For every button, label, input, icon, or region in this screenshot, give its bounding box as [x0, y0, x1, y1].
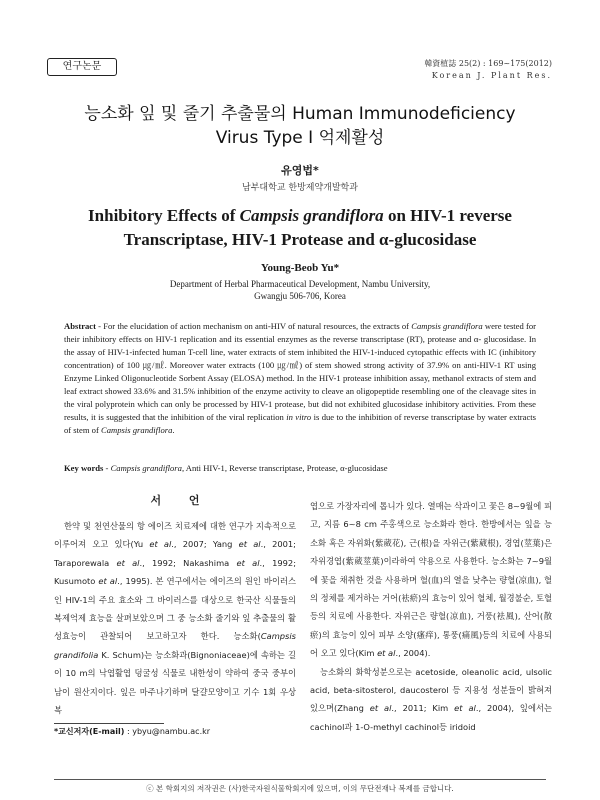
- section-heading-introduction: 서 언: [150, 494, 212, 507]
- author-korean: 유영법*: [281, 164, 319, 177]
- title-english-line2: Transcriptase, HIV-1 Protease and α-glucosidase: [123, 230, 477, 249]
- title-korean-line1: 능소화 잎 및 줄기 추출물의 Human Immunodeficiency: [84, 104, 516, 124]
- journal-citation: 韓資植誌 25(2) : 169~175(2012): [424, 59, 552, 68]
- title-english-line1: Inhibitory Effects of Campsis grandiflora on HIV-1 reverse: [88, 206, 512, 225]
- affiliation-korean: 남부대학교 한방제약개발학과: [242, 183, 358, 193]
- title-english: [40, 204, 560, 252]
- intro-paragraph-1-cont: 엽으로 가장자리에 톱니가 있다. 열매는 삭과이고 꽃은 8~9월에 피고, 지름 6~8 cm 주홍색으로 능소화라 한다. 한방에서는 잎을 능소화 혹은 자위화(紫葳花), 근(根)을 자위근(紫葳根), 경엽(莖葉)은 자위경엽(紫葳莖葉)이라하여 약용으로 사용한다. 능소화는 7~9월에 꽃을 채취한 것을 사용하며 혈(血)의 열을 낮추는 량혈(凉血), 혈의 정체를 제거하는 거어(袪瘀)의 효능이 있어 혈체, 월경불순, 토혈 등의 치료에 사용한다. 자위근은 량혈(凉血), 거풍(袪風), 산어(散瘀)의 효능이 있어 피부 소양(瘙痒), 통풍(痛風)등의 치료에 사용되어 오고 있다(Kim et al., 2004).: [310, 501, 552, 659]
- species-name: Campsis grandiflora: [239, 206, 384, 225]
- journal-info: [402, 58, 552, 82]
- author-english: Young-Beob Yu*: [260, 262, 340, 274]
- article-type-tag: 연구논문: [47, 58, 117, 76]
- abstract-label: Abstract: [64, 321, 96, 331]
- journal-name: Korean J. Plant Res.: [431, 71, 552, 80]
- copyright-notice: ⓒ 본 학회지의 저작권은 (사)한국자원식물학회지에 있으며, 이의 무단전재나 복제를 금합니다.: [146, 784, 454, 793]
- body-column-left: [54, 493, 296, 719]
- keywords: Key words - Campsis grandiflora, Anti HIV-1, Reverse transcriptase, Protease, α-glucosidase: [64, 463, 388, 473]
- abstract: Abstract - For the elucidation of action mechanism on anti-HIV of natural resources, the extracts of Campsis grandiflora were tested for their inhibitory effects on HIV-1 replication and its essential enzymes as the reverse transcriptase (RT), protease and α- glucosidase. In the assay of HIV-1-infected human T-cell line, water extracts of stem inhibited the HIV-1-induced cytopathic effects with IC (inhibitory concentration) of 100 ㎍/㎖. Moreover water extracts (100 ㎍/㎖) of stem showed strong activity of 37.9% on anti-HIV-1 RT using Enzyme Linked Oligonucleotide Sorbent Assay (ELOSA) method. In the HIV-1 protease inhibition assay, methanol extracts of stem and leaf extract showed 33.6% and 31.5% inhibition of the enzyme activity to cleave an oligopeptide resembling one of the cleavage sites in the viral polyprotein which can only be processed by HIV-1 protease, but did not exhibited glucosidase inhibitory activities. From these results, it is suggested that the inhibition of the viral replication in vitro is due to the inhibition of reverse transcriptase by water extracts of stem of Campsis grandiflora.: [64, 321, 537, 435]
- title-korean-line2: Virus Type Ⅰ 억제활성: [215, 128, 385, 148]
- intro-paragraph-1: 한약 및 천연산물의 항 에이즈 치료제에 대한 연구가 지속적으로 이루어져 오고 있다(Yu et al., 2007; Yang et al., 2001; Taraporewala et al., 1992; Nakashima et al., 1992; Kusumoto et al., 1995). 본 연구에서는 에이즈의 원인 바이러스인 HIV-1의 주요 효소와 그 바이러스를 대상으로 한국산 식물들의 복제억제 효능을 살펴보았으며 그 중 능소화 줄기와 잎 추출물의 활성효능이 관찰되어 보고하고자 한다. 능소화(Campsis grandifolia K. Schum)는 능소화과(Bignoniaceae)에 속하는 길이 10 m의 낙엽활엽 덩굴성 식물로 내한성이 약하여 중국 중부이남이 원산지이다. 잎은 마주나기하며 달걀모양이고 기수 1회 우상복: [54, 521, 296, 716]
- body-column-right: [310, 497, 552, 736]
- keywords-label: Key words: [64, 463, 104, 473]
- intro-paragraph-2: 능소화의 화학성분으로는 acetoside, oleanolic acid, ulsolic acid, beta-sitosterol, daucosterol 등 지용성 성분들이 밝혀져 있으며(Zhang et al., 2011; Kim et al., 2004), 잎에서는 cachinol과 1-O-methyl cachinol등 iridoid: [310, 666, 552, 732]
- footer-rule: [54, 779, 546, 780]
- affiliation-english: Department of Herbal Pharmaceutical Development, Nambu University, Gwangju 506-706, Korea: [169, 279, 431, 301]
- title-korean: [40, 102, 560, 150]
- corresponding-author-footnote: *교신저자(E-mail) : ybyu@nambu.ac.kr: [54, 727, 211, 736]
- footnote-rule: [54, 723, 164, 724]
